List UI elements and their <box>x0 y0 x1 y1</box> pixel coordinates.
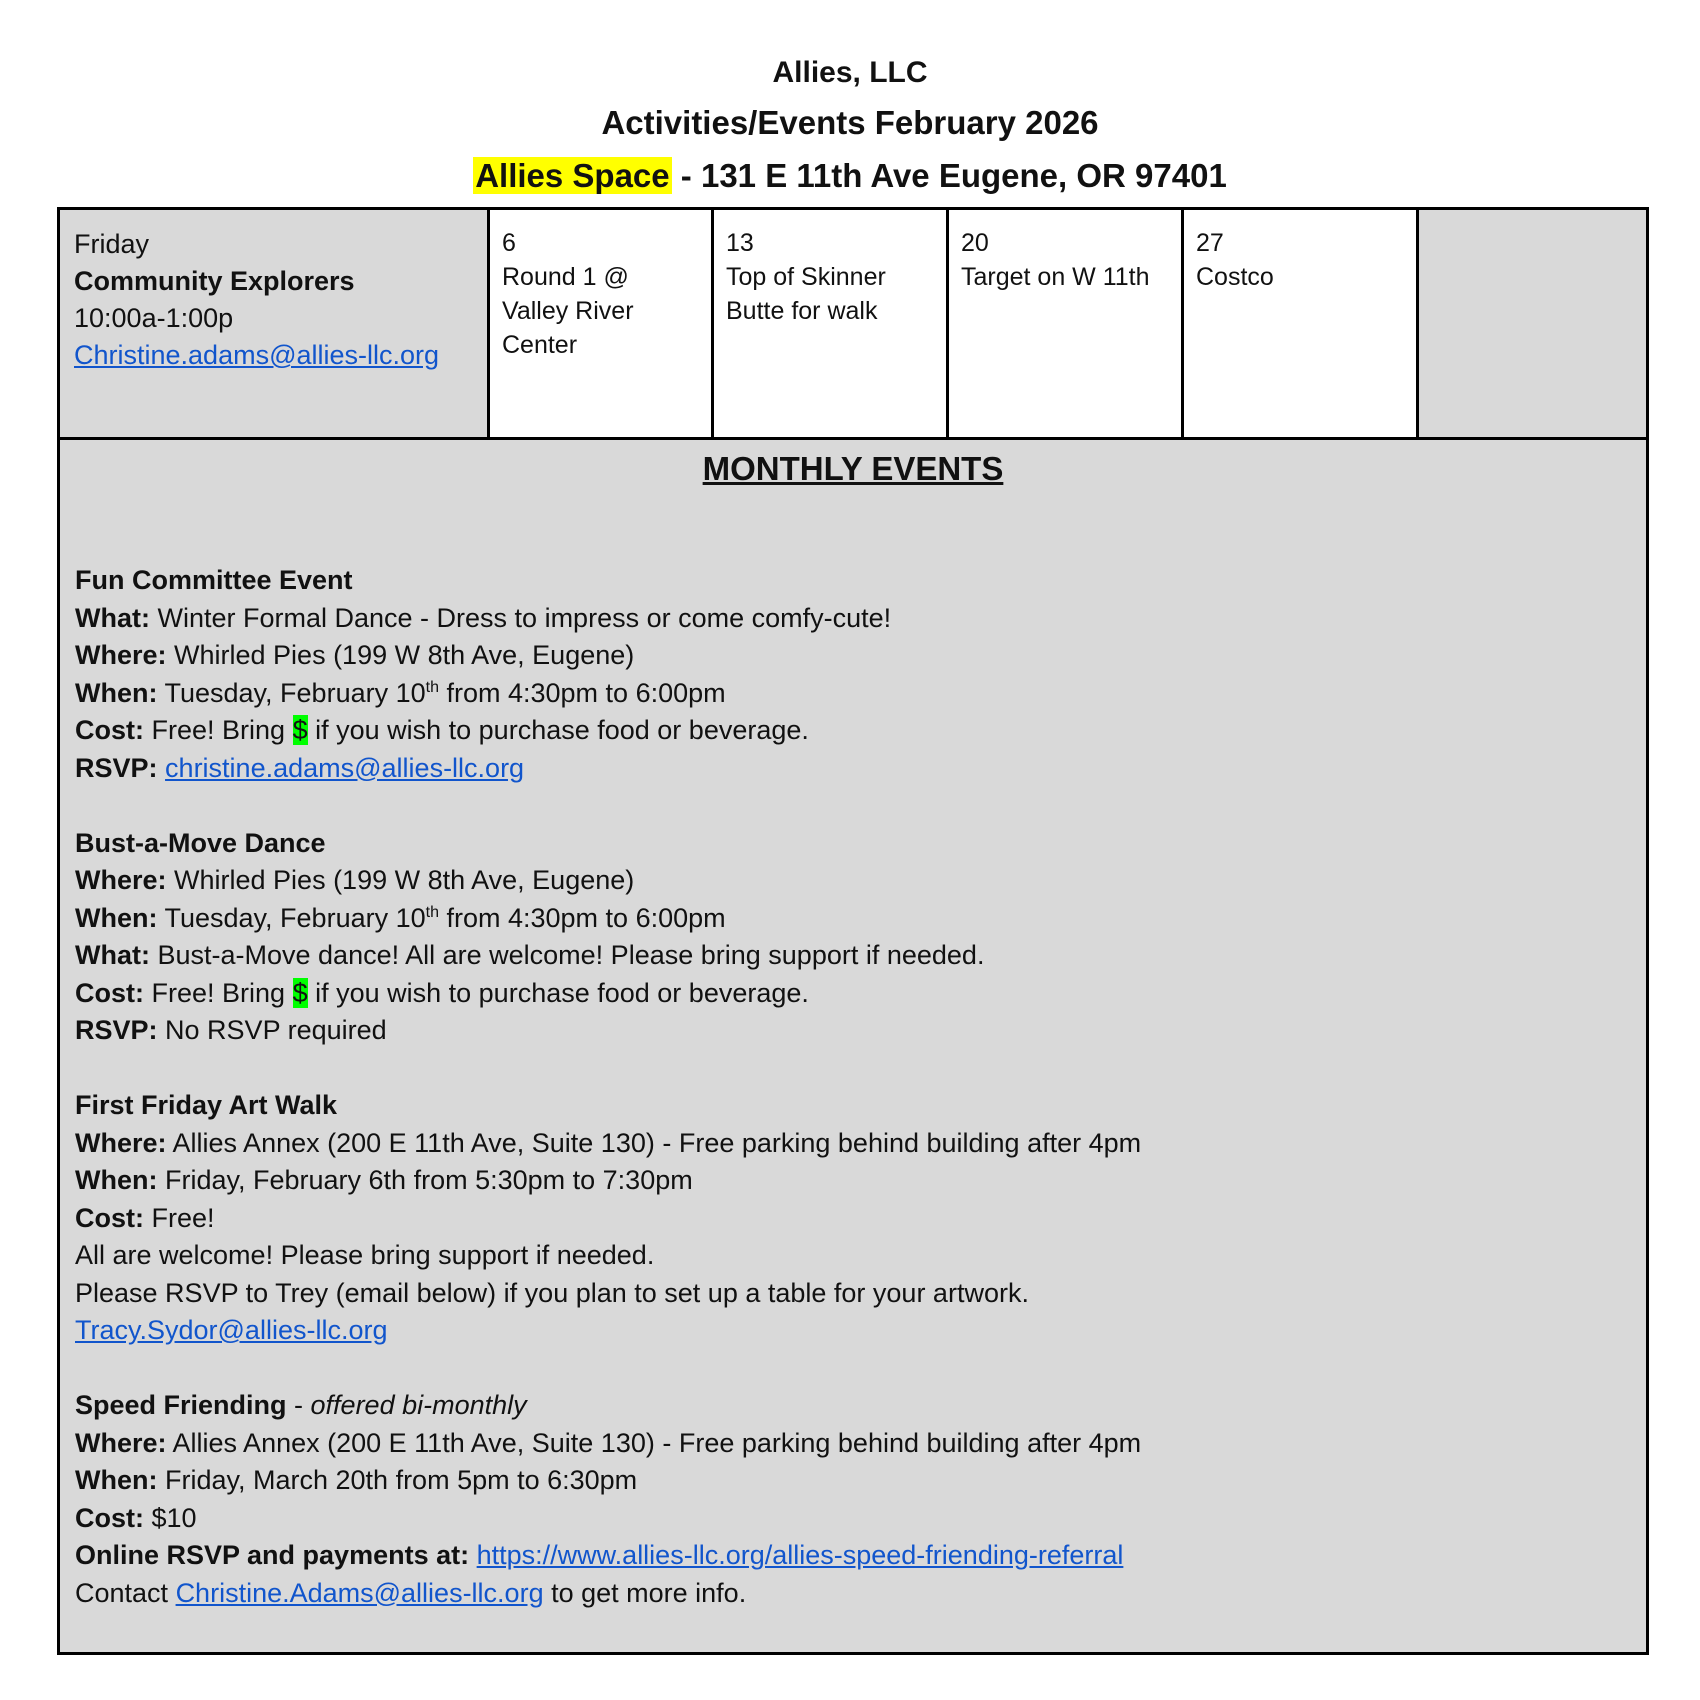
fun-event-title: Fun Committee Event <box>75 565 353 595</box>
bust-what-line: What: Bust-a-Move dance! All are welcome! Please bring support if needed. <box>75 940 985 970</box>
speed-when-line: When: Friday, March 20th from 5pm to 6:30pm <box>75 1465 638 1495</box>
date-activity-line: Target on W 11th <box>961 263 1150 291</box>
date-number: 20 <box>961 229 989 257</box>
speed-online-line: Online RSVP and payments at: https://www.allies-llc.org/allies-speed-friending-referral <box>75 1540 1124 1570</box>
date-number: 27 <box>1196 229 1224 257</box>
org-name: Allies, LLC <box>772 56 928 89</box>
fun-what-line: What: Winter Formal Dance - Dress to impress or come comfy-cute! <box>75 602 892 633</box>
speed-online-url-link[interactable]: https://www.allies-llc.org/allies-speed-friending-referral <box>476 1540 1124 1570</box>
program-email-link[interactable]: Christine.adams@allies-llc.org <box>74 340 440 370</box>
monthly-events-heading: MONTHLY EVENTS <box>702 450 1004 487</box>
speed-where-line: Where: Allies Annex (200 E 11th Ave, Suite 130) - Free parking behind building after 4pm <box>75 1427 1142 1458</box>
art-cost-line: Cost: Free! <box>75 1202 215 1233</box>
program-day: Friday <box>74 229 150 259</box>
date-cell-27 <box>1184 210 1419 437</box>
speed-event-title: Speed Friending <box>75 1390 287 1420</box>
speed-contact-line: Contact Christine.Adams@allies-llc.org to get more info. <box>75 1577 747 1608</box>
art-note-2: Please RSVP to Trey (email below) if you plan to set up a table for your artwork. <box>75 1277 1029 1308</box>
date-number: 6 <box>502 229 516 257</box>
dollar-highlight: $ <box>292 977 308 1008</box>
art-event-title: First Friday Art Walk <box>75 1090 338 1120</box>
fun-cost-line: Cost: Free! Bring $ if you wish to purchase food or beverage. <box>75 715 809 745</box>
bust-event-title: Bust-a-Move Dance <box>75 827 326 858</box>
date-activity-line: Costco <box>1196 263 1274 291</box>
date-cell-6 <box>490 210 714 437</box>
date-cell-20 <box>949 210 1184 437</box>
art-email-link[interactable]: Tracy.Sydor@allies-llc.org <box>75 1315 388 1345</box>
location-address: - 131 E 11th Ave Eugene, OR 97401 <box>671 157 1227 194</box>
bust-where-line: Where: Whirled Pies (199 W 8th Ave, Eugene) <box>75 865 635 895</box>
fun-rsvp-line: RSVP: christine.adams@allies-llc.org <box>75 752 525 783</box>
location-name: Allies Space <box>475 157 670 194</box>
art-when-line: When: Friday, February 6th from 5:30pm to 7:30pm <box>75 1165 693 1195</box>
speed-event-title-line: Speed Friending - offered bi-monthly <box>75 1390 527 1420</box>
empty-cell <box>1419 210 1646 437</box>
program-cell <box>60 210 490 437</box>
program-time: 10:00a-1:00p <box>74 303 234 333</box>
location-line <box>0 157 1700 195</box>
date-cell-13 <box>714 210 949 437</box>
date-activity-line: Center <box>502 331 578 359</box>
date-number: 13 <box>726 229 754 257</box>
date-activity-line: Butte for walk <box>726 297 878 325</box>
monthly-events-list <box>75 562 1615 1612</box>
page-title: Activities/Events February 2026 <box>601 104 1099 141</box>
date-activity-line: Valley River <box>502 297 634 325</box>
speed-contact-email-link[interactable]: Christine.Adams@allies-llc.org <box>175 1577 544 1608</box>
monthly-events-section <box>60 440 1646 1652</box>
schedule-table <box>57 207 1649 1655</box>
fun-when-line: When: Tuesday, February 10th from 4:30pm to 6:00pm <box>75 677 726 708</box>
program-name: Community Explorers <box>74 266 355 296</box>
art-note-1: All are welcome! Please bring support if needed. <box>75 1240 655 1270</box>
date-activity-line: Round 1 @ <box>502 263 629 291</box>
fun-where-line: Where: Whirled Pies (199 W 8th Ave, Eugene) <box>75 640 635 670</box>
dollar-highlight: $ <box>292 715 308 745</box>
date-activity-line: Top of Skinner <box>726 263 886 291</box>
bust-cost-line: Cost: Free! Bring $ if you wish to purchase food or beverage. <box>75 977 809 1008</box>
speed-event-subtitle: offered bi-monthly <box>310 1390 527 1420</box>
speed-cost-line: Cost: $10 <box>75 1502 197 1533</box>
community-explorers-row <box>60 210 1646 440</box>
bust-rsvp-line: RSVP: No RSVP required <box>75 1015 387 1045</box>
bust-when-line: When: Tuesday, February 10th from 4:30pm to 6:00pm <box>75 902 726 933</box>
fun-rsvp-email-link[interactable]: christine.adams@allies-llc.org <box>165 752 525 783</box>
art-where-line: Where: Allies Annex (200 E 11th Ave, Suite 130) - Free parking behind building after 4pm <box>75 1127 1142 1158</box>
